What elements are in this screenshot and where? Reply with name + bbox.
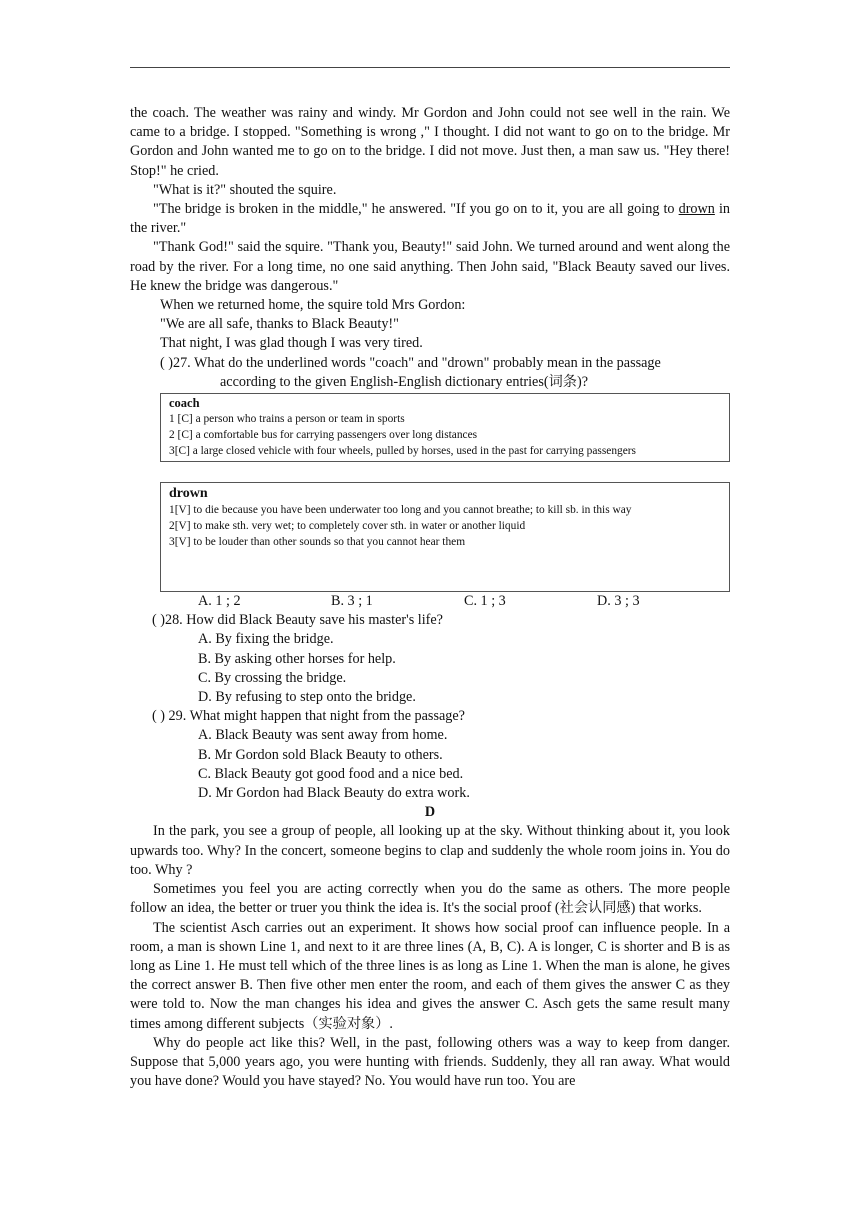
paragraph-c3-tail: in the river." <box>130 201 730 237</box>
dictionary-definition: 3[C] a large closed vehicle with four wheels, pulled by horses, used in the past for carrying passengers <box>169 445 636 458</box>
paragraph-c7: That night, I was glad though I was very tired. <box>160 335 423 352</box>
dictionary-definition: 1[V] to die because you have been underwater too long and you cannot breathe; to kill sb. in this way <box>169 504 632 517</box>
dictionary-definition: 2 [C] a comfortable bus for carrying passengers over long distances <box>169 429 478 442</box>
option-c[interactable]: C. Black Beauty got good food and a nice bed. <box>198 765 464 782</box>
option-c[interactable]: C. 1 ; 3 <box>464 593 506 610</box>
underlined-word-drown: drown <box>678 201 715 218</box>
paragraph-c2: "What is it?" shouted the squire. <box>153 181 337 198</box>
option-b[interactable]: B. By asking other horses for help. <box>198 650 396 667</box>
paragraph-d4: Why do people act like this? Well, in the past, following others was a way to keep from danger. Suppose that 5,000 years ago, you were hunting with friends. Suddenly, they all ran away. What would you have done? Would you have stayed? No. You would have run too. You are <box>130 1034 730 1090</box>
option-d[interactable]: D. Mr Gordon had Black Beauty do extra work. <box>198 785 470 802</box>
option-d[interactable]: D. 3 ; 3 <box>597 593 640 610</box>
question-27 <box>130 354 730 392</box>
dictionary-entry-drown <box>160 482 730 592</box>
question-27-stem-cont: according to the given English-English dictionary entries(词条)? <box>220 373 588 390</box>
question-29-stem: ( ) 29. What might happen that night from the passage? <box>152 708 465 725</box>
option-a[interactable]: A. Black Beauty was sent away from home. <box>198 727 448 744</box>
dictionary-definition: 1 [C] a person who trains a person or team in sports <box>169 413 405 426</box>
question-27-options <box>130 592 730 611</box>
option-c[interactable]: C. By crossing the bridge. <box>198 669 347 686</box>
paragraph-d2: Sometimes you feel you are acting correctly when you do the same as others. The more people follow an idea, the better or truer you think the idea is. It's the social proof (社会认同感) that works. <box>130 881 730 917</box>
option-d[interactable]: D. By refusing to step onto the bridge. <box>198 689 416 706</box>
document-page <box>130 104 730 1091</box>
dictionary-headword-drown: drown <box>169 486 208 502</box>
section-heading-d: D <box>424 804 436 821</box>
dictionary-definition: 2[V] to make sth. very wet; to completely cover sth. in water or another liquid <box>169 520 526 533</box>
paragraph-c4: "Thank God!" said the squire. "Thank you, Beauty!" said John. We turned around and went along the road by the river. For a long time, no one said anything. Then John said, "Black Beauty saved our lives. He knew the bridge was dangerous." <box>130 239 730 294</box>
dictionary-definition: 3[V] to be louder than other sounds so that you cannot hear them <box>169 536 466 549</box>
dictionary-headword-coach: coach <box>169 396 200 411</box>
question-27-stem: ( )27. What do the underlined words "coach" and "drown" probably mean in the passage <box>160 354 661 371</box>
paragraph-d3: The scientist Asch carries out an experiment. It shows how social proof can influence people. In a room, a man is shown Line 1, and next to it are three lines (A, B, C). A is longer, C is shorter and B is as long as Line 1. He must tell which of the three lines is as long as Line 1. When the man is alone, he gives the correct answer B. Then five other men enter the room, and each of them gives the answer C as they were told to. Now the man changes his idea and gives the answer C. Asch gets the same result many times among different subjects（实验对象）. <box>130 919 730 1032</box>
paragraph-d1: In the park, you see a group of people, all looking up at the sky. Without thinking about it, you look upwards too. Why? In the concert, someone begins to clap and suddenly the whole room joins in. You do too. Why ? <box>130 823 730 878</box>
question-28-stem: ( )28. How did Black Beauty save his master's life? <box>152 612 443 629</box>
option-b[interactable]: B. 3 ; 1 <box>331 593 373 610</box>
paragraph-c3 <box>130 200 730 238</box>
header-rule <box>130 67 730 68</box>
option-a[interactable]: A. 1 ; 2 <box>198 593 241 610</box>
paragraph-c3-text: "The bridge is broken in the middle," he answered. "If you go on to it, you are all going to <box>153 201 679 218</box>
option-a[interactable]: A. By fixing the bridge. <box>198 631 334 648</box>
paragraph-c6: "We are all safe, thanks to Black Beauty!" <box>160 316 399 333</box>
paragraph-c5: When we returned home, the squire told Mrs Gordon: <box>160 297 466 314</box>
dictionary-entry-coach <box>160 393 730 462</box>
option-b[interactable]: B. Mr Gordon sold Black Beauty to others. <box>198 746 443 763</box>
paragraph-c1: the coach. The weather was rainy and windy. Mr Gordon and John could not see well in the rain. We came to a bridge. I stopped. "Something is wrong ," I thought. I did not want to go on to the bridge. Mr Gordon and John wanted me to go on to the bridge. I did not move. Just then, a man saw us. "Hey there! Stop!" he cried. <box>130 105 730 179</box>
